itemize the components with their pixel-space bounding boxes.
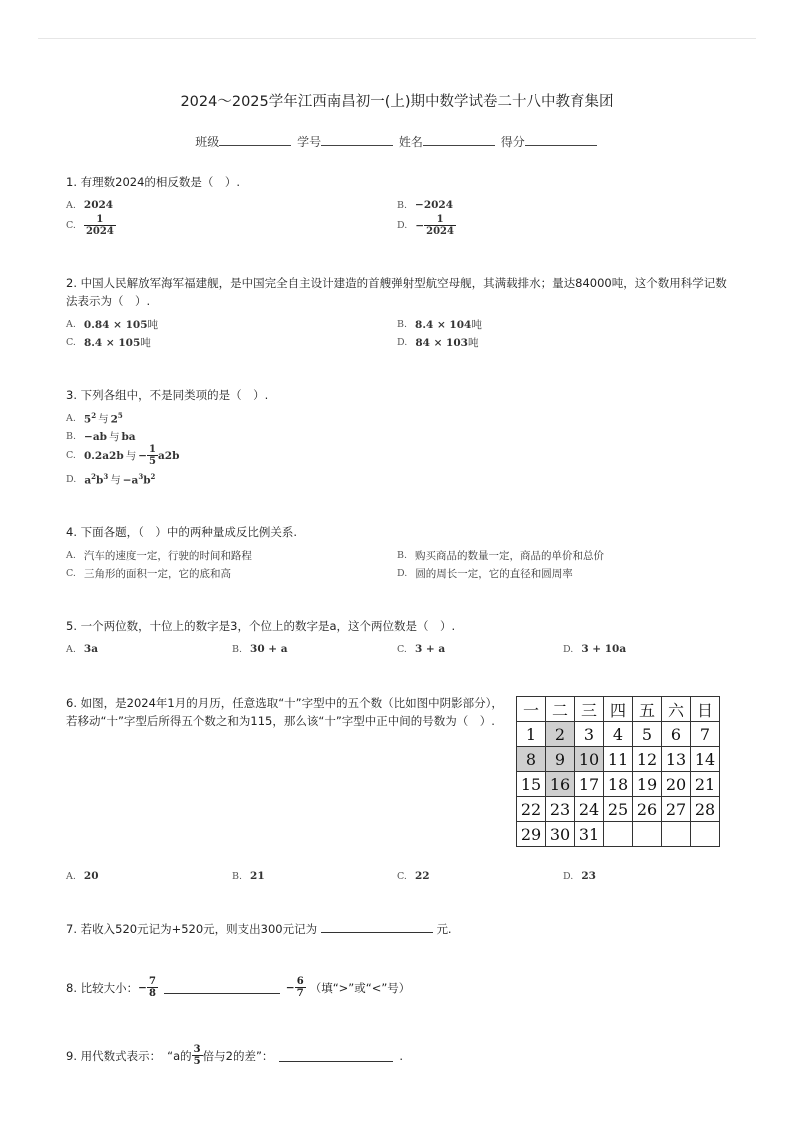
calendar-day: 17 xyxy=(575,772,604,797)
q1-option-b[interactable]: B. −2024 xyxy=(397,199,454,211)
calendar-day: 2 xyxy=(546,722,575,747)
calendar-day: 31 xyxy=(575,822,604,847)
q8-answer-blank[interactable] xyxy=(164,981,280,994)
fraction: $\frac{1}{2024}$ xyxy=(426,214,454,237)
calendar-day: 5 xyxy=(633,722,662,747)
q1-option-d[interactable]: D. − $\frac{1}{2024}$ xyxy=(397,214,454,237)
id-label: 学号 xyxy=(297,135,322,149)
calendar-week-row xyxy=(517,772,720,797)
calendar-day: 15 xyxy=(517,772,546,797)
class-blank[interactable] xyxy=(219,133,291,146)
calendar-day xyxy=(604,822,633,847)
calendar-week-row xyxy=(517,722,720,747)
fraction: $\frac{1}{5}$ xyxy=(149,444,156,467)
calendar-header-row xyxy=(517,697,720,722)
calendar-weekday: 五 xyxy=(633,697,662,722)
question-9: 9. 用代数式表示： “a的 $\frac{3}{5}$ 倍与2的差”： . xyxy=(66,1044,404,1067)
question-1: 1. 有理数2024的相反数是（ ）. xyxy=(66,175,241,189)
calendar-day xyxy=(662,822,691,847)
calendar-day: 28 xyxy=(691,797,720,822)
q4-option-d[interactable]: D. 圆的周长一定，它的直径和圆周率 xyxy=(397,568,573,580)
calendar-weekday: 四 xyxy=(604,697,633,722)
q3-option-b[interactable]: B. −ab 与 ba xyxy=(66,430,136,443)
calendar-day: 27 xyxy=(662,797,691,822)
calendar-weekday: 六 xyxy=(662,697,691,722)
calendar-week-row xyxy=(517,747,720,772)
q5-option-a[interactable]: A. 3a xyxy=(66,643,98,655)
calendar-table xyxy=(516,696,720,847)
calendar-day: 14 xyxy=(691,747,720,772)
name-blank[interactable] xyxy=(423,133,495,146)
q5-option-c[interactable]: C. 3 + a xyxy=(397,643,446,655)
calendar-day: 1 xyxy=(517,722,546,747)
q7-answer-blank[interactable] xyxy=(321,920,433,933)
student-info-row xyxy=(0,133,794,150)
q2-option-b[interactable]: B. 8.4 × 10 4 吨 xyxy=(397,318,482,331)
calendar-day: 25 xyxy=(604,797,633,822)
calendar-week-row xyxy=(517,797,720,822)
q9-answer-blank[interactable] xyxy=(279,1049,393,1062)
calendar-weekday: 三 xyxy=(575,697,604,722)
class-label: 班级 xyxy=(195,135,220,149)
page-title: 2024～2025学年江西南昌初一(上)期中数学试卷二十八中教育集团 xyxy=(180,94,614,110)
question-8: 8. 比较大小： − $\frac{7}{8}$ − $\frac{6}{7}$ （填“>”或“<”号） xyxy=(66,976,411,999)
fraction: $\frac{6}{7}$ xyxy=(296,976,304,999)
calendar-day: 7 xyxy=(691,722,720,747)
calendar-weekday: 日 xyxy=(691,697,720,722)
q2-option-a[interactable]: A. 0.84 × 10 5 吨 xyxy=(66,318,158,331)
calendar-week-row xyxy=(517,822,720,847)
calendar-day: 23 xyxy=(546,797,575,822)
q3-option-c[interactable]: C. 0.2a 2 b 与 − $\frac{1}{5}$ a 2 b xyxy=(66,444,180,467)
calendar-day: 8 xyxy=(517,747,546,772)
q3-option-d[interactable]: D. $a^2b^3$ 与 $-a^3b^2$ xyxy=(66,472,156,487)
calendar-day: 3 xyxy=(575,722,604,747)
q6-option-c[interactable]: C. 22 xyxy=(397,870,430,882)
q2-option-c[interactable]: C. 8.4 × 10 5 吨 xyxy=(66,336,151,349)
q5-option-d[interactable]: D. 3 + 10a xyxy=(563,643,627,655)
q4-option-b[interactable]: B. 购买商品的数量一定，商品的单价和总价 xyxy=(397,550,605,562)
calendar-day: 21 xyxy=(691,772,720,797)
q1-option-c[interactable]: C. $\frac{1}{2024}$ xyxy=(66,214,114,237)
calendar-day: 16 xyxy=(546,772,575,797)
calendar-day xyxy=(633,822,662,847)
calendar-day: 12 xyxy=(633,747,662,772)
calendar-day: 26 xyxy=(633,797,662,822)
calendar-day: 11 xyxy=(604,747,633,772)
calendar-day: 19 xyxy=(633,772,662,797)
question-3: 3. 下列各组中，不是同类项的是（ ）. xyxy=(66,388,269,402)
question-6: 6. 如图，是2024年1月的月历，任意选取“十”字型中的五个数（比如图中阴影部分），若移动“十”字型后所得五个数之和为115，那么该“十”字型中正中间的号数为（ ）. xyxy=(66,696,503,728)
question-4: 4. 下面各题，（ ）中的两种量成反比例关系. xyxy=(66,525,298,539)
question-7: 7. 若收入520元记为+520元，则支出300元记为 元. xyxy=(66,922,452,936)
calendar-day: 9 xyxy=(546,747,575,772)
calendar-day: 18 xyxy=(604,772,633,797)
calendar-day: 30 xyxy=(546,822,575,847)
name-label: 姓名 xyxy=(398,135,423,149)
calendar-day xyxy=(691,822,720,847)
question-2: 2. 中国人民解放军海军福建舰，是中国完全自主设计建造的首艘弹射型航空母舰，其满载排水；量达84000吨，这个数用科学记数法表示为（ ）. xyxy=(66,276,727,308)
calendar-day: 4 xyxy=(604,722,633,747)
calendar-day: 20 xyxy=(662,772,691,797)
q3-option-a[interactable]: A. $5^2$ 与 $2^5$ xyxy=(66,411,123,426)
id-blank[interactable] xyxy=(321,133,393,146)
calendar-day: 10 xyxy=(575,747,604,772)
top-divider xyxy=(38,38,756,39)
calendar-weekday: 一 xyxy=(517,697,546,722)
fraction: $\frac{3}{5}$ xyxy=(193,1044,201,1067)
q4-option-a[interactable]: A. 汽车的速度一定，行驶的时间和路程 xyxy=(66,550,252,562)
score-label: 得分 xyxy=(500,135,525,149)
fraction: $\frac{1}{2024}$ xyxy=(85,214,114,237)
fraction: $\frac{7}{8}$ xyxy=(148,976,156,999)
q6-option-b[interactable]: B. 21 xyxy=(232,870,265,882)
q4-option-c[interactable]: C. 三角形的面积一定，它的底和高 xyxy=(66,568,231,580)
q2-option-d[interactable]: D. 84 × 10 3 吨 xyxy=(397,336,479,349)
q6-option-a[interactable]: A. 20 xyxy=(66,870,99,882)
calendar-day: 13 xyxy=(662,747,691,772)
score-blank[interactable] xyxy=(525,133,597,146)
calendar-day: 22 xyxy=(517,797,546,822)
calendar-weekday: 二 xyxy=(546,697,575,722)
calendar-day: 6 xyxy=(662,722,691,747)
calendar-day: 24 xyxy=(575,797,604,822)
q6-option-d[interactable]: D. 23 xyxy=(563,870,596,882)
q1-option-a[interactable]: A. 2024 xyxy=(66,199,114,211)
calendar-day: 29 xyxy=(517,822,546,847)
q5-option-b[interactable]: B. 30 + a xyxy=(232,643,288,655)
question-5: 5. 一个两位数，十位上的数字是3，个位上的数字是a，这个两位数是（ ）. xyxy=(66,619,456,633)
